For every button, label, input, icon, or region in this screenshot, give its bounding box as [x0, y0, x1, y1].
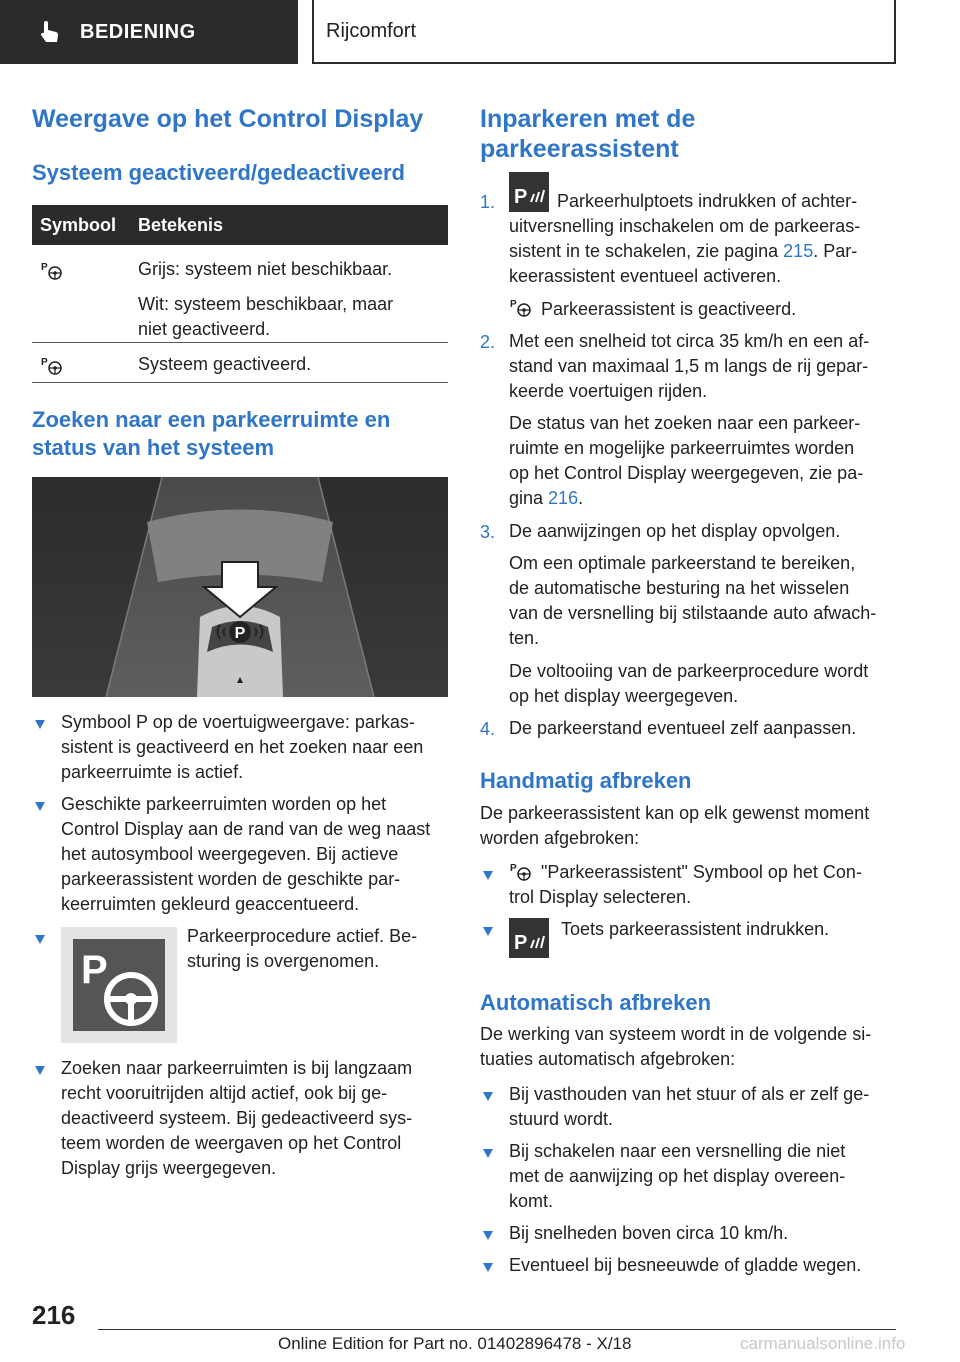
svg-text:P: P [510, 299, 517, 310]
step-text: uitversnelling inschakelen om de parkeeras- [509, 216, 861, 236]
step-text: De aanwijzingen op het display opvolgen. [509, 521, 841, 541]
steering-assist-icon [61, 927, 177, 1043]
step-number: 2. [480, 332, 496, 352]
chapter-title: Rijcomfort [326, 19, 417, 42]
heading-search-line1: Zoeken naar een parkeerruimte en [32, 407, 391, 432]
list-item: Bij vasthouden van het stuur of als er zelf ge- stuurd wordt. [509, 1084, 870, 1129]
bullet-marker [483, 1145, 495, 1157]
heading-parking-assist-line2: parkeerassistent [480, 135, 679, 163]
parking-p-label: P [234, 625, 246, 642]
section-title: BEDIENING [80, 20, 196, 43]
svg-text:P: P [514, 186, 528, 208]
step-text: keerassistent eventueel activeren. [509, 266, 782, 286]
step-number: 3. [480, 522, 496, 542]
heading-parking-assist-line1: Inparkeren met de [480, 105, 696, 133]
table-header-symbol: Symbool [32, 205, 130, 245]
list-item: Parkeerprocedure actief. Be- sturing is overgenomen. [187, 926, 418, 971]
bullet-marker [483, 1227, 495, 1239]
park-assist-active-icon [40, 354, 66, 376]
bullet-marker [483, 1088, 495, 1100]
list-item: Geschikte parkeerruimten worden op het Control Display aan de rand van de weg naast het autosymbool weergegeven. Bij actieve parkeerassistent worden de geschikte par- keerruimten gekleurd geaccentueerd. [61, 794, 431, 914]
park-assist-button-icon [509, 918, 549, 958]
table-cell-text: Grijs: systeem niet beschikbaar. [138, 259, 393, 279]
list-item: Bij schakelen naar een versnelling die niet met de aanwijzing op het display overeen- komt. [509, 1141, 846, 1211]
list-item: trol Display selecteren. [509, 887, 692, 907]
bullet-marker [35, 716, 47, 728]
table-cell-text: Wit: systeem beschikbaar, maar [138, 294, 394, 314]
heading-manual-cancel: Handmatig afbreken [480, 768, 692, 793]
bullet-marker [35, 798, 47, 810]
parking-display-illustration [32, 477, 448, 697]
edition-text: Online Edition for Part no. 01402896478 - X/18 [278, 1334, 632, 1353]
step-text: De status van het zoeken naar een parkeer- ruimte en mogelijke parkeerruimtes worden op het Control Display weergegeven, zie pa- gina 216. [509, 413, 864, 508]
list-item: Symbool P op de voertuigweergave: parkas- sistent is geactiveerd en het zoeken naar een parkeerruimte is actief. [61, 712, 424, 782]
bullet-marker [483, 1259, 495, 1271]
paragraph: De parkeerassistent kan op elk gewenst moment worden afgebroken: [480, 803, 870, 848]
step-text: Parkeerhulptoets indrukken of achter- [557, 191, 858, 211]
bullet-marker [483, 923, 495, 935]
table-header-row [32, 205, 448, 245]
svg-text:P: P [41, 357, 48, 369]
list-item: Toets parkeerassistent indrukken. [561, 919, 830, 939]
paragraph: De werking van systeem wordt in de volgende si- tuaties automatisch afgebroken: [480, 1024, 872, 1069]
step-text: De voltooiing van de parkeerprocedure wordt op het display weergegeven. [509, 661, 869, 706]
heading-system-status: Systeem geactiveerd/gedeactiveerd [32, 160, 405, 185]
step-text: sistent in te schakelen, zie pagina 215. Par- [509, 241, 858, 261]
svg-text:P: P [41, 262, 48, 274]
bullet-marker [35, 1062, 47, 1074]
table-header-meaning: Betekenis [130, 205, 448, 245]
table-cell-text: niet geactiveerd. [138, 319, 271, 339]
page-link-216[interactable]: 216 [548, 488, 579, 508]
park-assist-button-icon [509, 172, 549, 212]
step-number: 1. [480, 192, 496, 212]
bullet-marker [35, 931, 47, 943]
svg-text:P: P [514, 932, 528, 954]
table-row [32, 245, 448, 343]
step-note: Parkeerassistent is geactiveerd. [541, 299, 797, 319]
list-item: Bij snelheden boven circa 10 km/h. [509, 1223, 789, 1243]
park-assist-icon [509, 296, 535, 318]
footer-divider [98, 1329, 896, 1330]
heading-search-line2: status van het systeem [32, 435, 275, 460]
bullet-marker [483, 867, 495, 879]
page-link-215[interactable]: 215 [783, 241, 814, 261]
symbol-table [32, 205, 448, 383]
watermark: carmanualsonline.info [740, 1334, 906, 1353]
step-text: Met een snelheid tot circa 35 km/h en een af- stand van maximaal 1,5 m langs de rij gepar- keerde voertuigen rijden. [509, 331, 870, 401]
heading-control-display: Weergave op het Control Display [32, 105, 424, 133]
step-number: 4. [480, 719, 496, 739]
list-item: Zoeken naar parkeerruimten is bij langzaam recht vooruitrijden altijd actief, ook bij ge- deactiveerd systeem. Bij gedeactiveerd sys- teem worden de weergaven op het Control Display grijs weergegeven. [61, 1058, 413, 1178]
park-assist-icon [509, 860, 535, 882]
step-text: Om een optimale parkeerstand te bereiken, de automatische besturing na het wisselen van de versnelling bij stilstaande auto afwach- ten. [509, 553, 877, 648]
park-assist-icon [40, 259, 66, 281]
hand-pointer-icon [36, 19, 62, 45]
table-cell-text: Systeem geactiveerd. [130, 343, 448, 383]
svg-text:P: P [510, 863, 517, 874]
svg-text:P: P [81, 948, 108, 992]
chapter-header [312, 0, 896, 64]
section-tab [0, 0, 298, 64]
list-item: "Parkeerassistent" Symbool op het Con- [541, 862, 862, 882]
table-row [32, 343, 448, 383]
heading-auto-cancel: Automatisch afbreken [480, 990, 712, 1015]
list-item: Eventueel bij besneeuwde of gladde wegen. [509, 1255, 862, 1275]
step-text: De parkeerstand eventueel zelf aanpassen. [509, 718, 857, 738]
page-number: 216 [32, 1300, 76, 1330]
